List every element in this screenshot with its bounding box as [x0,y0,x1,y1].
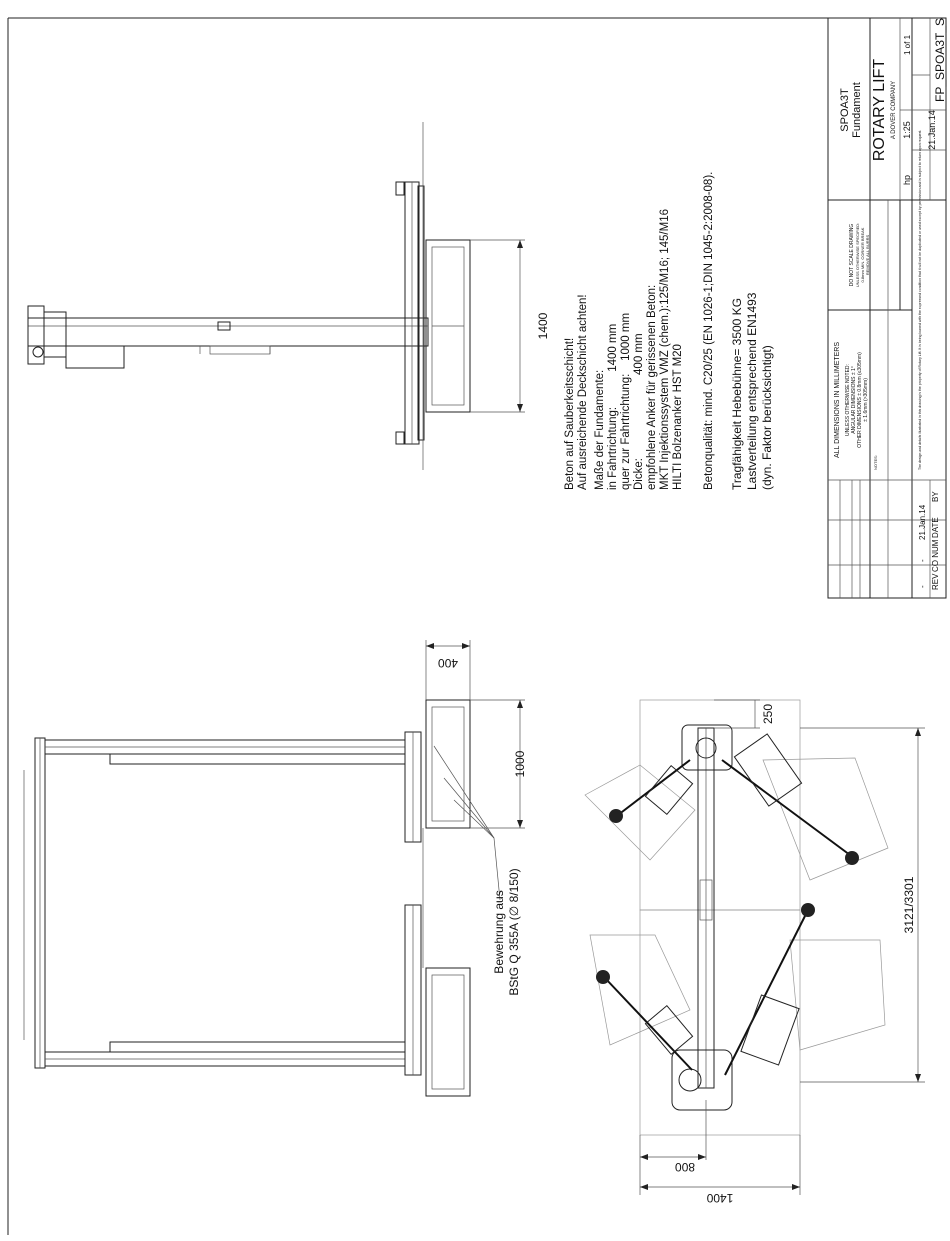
tb-rev-val: - [918,585,927,588]
plan-carriage-top [682,725,732,770]
tb-tol-1: UNLESS OTHERWISE NOTED: [845,364,851,436]
plan-arm-1 [618,760,690,815]
tb-dims-note: ALL DIMENSIONS IN MILLIMETERS [834,341,841,459]
side-view [28,122,550,470]
dim-front-400: 400 [437,656,459,670]
tb-co-header: CO NUM [931,539,940,572]
note-line-2: Auf ausreichende Deckschicht achten! [577,294,589,490]
tb-tol-4: ± 1.6mm (>305mm) [863,378,869,422]
tb-date-header: DATE [931,517,940,538]
dim-plan-1400: 1400 [706,1191,734,1205]
front-foundation-bottom [426,968,470,1096]
tb-confidential: The design and details illustrated in this drawing is the property of Rotary Lift. It is being loaned with the expressed condition that it will not be duplicated or used except by permission and is subject to return upon request. [918,129,922,470]
tb-drawn-by: hp [902,174,912,186]
note-line-3: Maße der Fundamente: [594,369,606,490]
plan-pad-1 [609,809,623,823]
plan-view [585,700,925,1205]
capacity-line-2: Lastverteilung entsprechend EN1493 [745,292,759,490]
tb-notes-label: NOTES: [873,455,878,470]
plan-arm-2 [722,760,850,855]
rebar-label-1: Bewehrung aus [492,890,506,974]
plan-arm-3 [605,978,692,1070]
title-block [0,0,947,598]
note-line-7: empfohlene Anker für gerissenen Beton: [646,284,658,490]
dim-plan-800: 800 [674,1160,696,1174]
capacity-line-1: Tragfähigkeit Hebebühne= 3500 KG [730,297,744,490]
note-line-4: in Fahrtrichtung: 1400 mm [607,323,619,490]
rebar-label-2: BStG Q 355A (∅ 8/150) [507,868,521,996]
plan-pad-2 [845,851,859,865]
tb-no-scale-4: REMOVE ALL BURRS [865,234,870,276]
tb-tol-2: ANGULAR DIMENSIONS ± 1° [851,366,857,434]
tb-no-scale-2: UNLESS OTHERWISE SPECIFIED: [855,222,860,288]
tb-tol-3: OTHER DIMENSIONS ± 0.8mm (≤305mm) [857,352,863,448]
dim-plan-3121: 3121/3301 [902,876,916,934]
tb-rev-header: REV [931,573,940,590]
plan-pad-3 [596,970,610,984]
dim-front-1000: 1000 [513,750,527,778]
plan-pad-4 [801,903,815,917]
tb-date-val: 21.Jan.14 [918,504,927,540]
note-line-8: MKT Injektionssystem VMZ (chem.):125/M16; 145/M16 [659,209,671,490]
tb-no-scale: DO NOT SCALE DRAWING [849,223,855,287]
tb-no-scale-3: 0.8mm MIN. CORNER BREAK [860,227,865,283]
note-line-10: Betonqualität: mind. C20/25 (EN 1026-1;DIN 1045-2:2008-08). [703,171,715,490]
tb-company: ROTARY LIFT [871,58,888,162]
note-line-1: Beton auf Sauberkeitsschicht! [564,337,576,490]
front-view [24,640,527,1096]
tb-scale: 1:25 [902,121,912,139]
dim-plan-250: 250 [761,703,775,725]
tb-date: 21.Jan.14 [927,110,937,150]
tb-sheet: 1 of 1 [903,34,912,56]
tb-company-sub: A DOVER COMPANY [891,80,897,140]
note-line-9: HILTI Bolzenanker HST M20 [672,344,684,490]
foundation-notes [564,172,774,490]
note-line-6: Dicke: 400 mm [633,333,645,490]
tb-subtitle: Fundament [851,82,863,138]
dim-side-1400: 1400 [536,312,550,340]
tb-project: SPOA3T [839,88,851,132]
note-line-5: quer zur Fahrtrichtung: 1000 mm [620,312,632,490]
capacity-line-3: (dyn. Faktor berücksichtigt) [760,345,774,490]
tb-drawing-no: FP_SPOA3T_S [933,17,947,103]
tb-co-val: - [918,559,927,562]
tb-by-header: BY [931,491,940,502]
